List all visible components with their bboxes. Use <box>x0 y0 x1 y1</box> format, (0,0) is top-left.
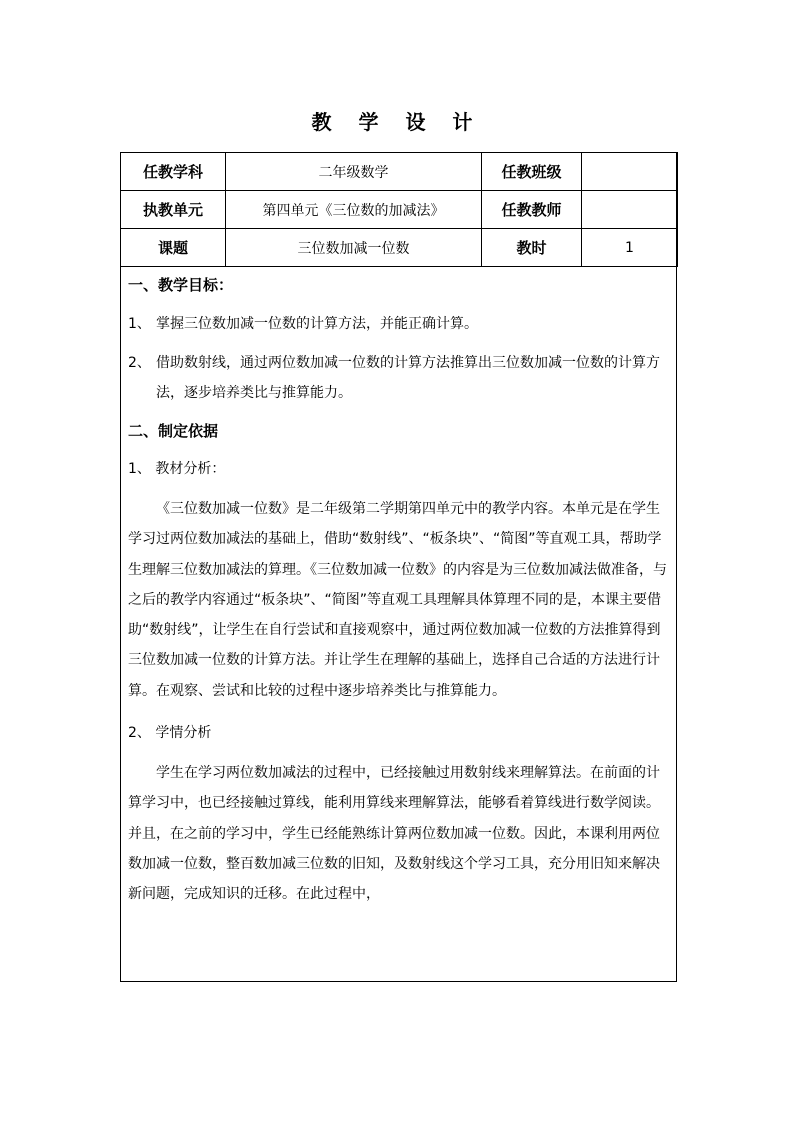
objective-text: 借助数射线，通过两位数加减一位数的计算方法推算出三位数加减一位数的计算方法，逐步培养类比与推算能力。 <box>156 355 660 401</box>
objective-number: 1、 <box>128 316 151 332</box>
subject-label: 任教学科 <box>121 153 226 191</box>
hours-label: 教时 <box>482 229 582 267</box>
table-row <box>121 153 678 191</box>
objective-text: 掌握三位数加减一位数的计算方法，并能正确计算。 <box>156 316 478 332</box>
textbook-analysis-paragraph: 《三位数加减一位数》是二年级第二学期第四单元中的教学内容。本单元是在学生学习过两位数加减法的基础上，借助“数射线”、“板条块”、“简图”等直观工具，帮助学生理解三位数加减法的算理。《三位数加减一位数》的内容是为三位数加减法做准备，与之后的教学内容通过“板条块”、“简图”等直观工具理解具体算理不同的是，本课主要借助“数射线”，让学生在自行尝试和直接观察中，通过两位数加减一位数的方法推算得到三位数加减一位数的计算方法。并让学生在理解的基础上，选择自己合适的方法进行计算。在观察、尝试和比较的过程中逐步培养类比与推算能力。 <box>128 501 667 699</box>
topic-label: 课题 <box>121 229 226 267</box>
teacher-label: 任教教师 <box>482 191 582 229</box>
objective-number: 2、 <box>128 355 151 371</box>
student-analysis-paragraph: 学生在学习两位数加减法的过程中，已经接触过用数射线来理解算法。在前面的计算学习中，也已经接触过算线，能利用算线来理解算法，能够看着算线进行数学阅读。并且，在之前的学习中，学生已经能熟练计算两位数加减一位数。因此，本课利用两位数加减一位数，整百数加减三位数的旧知，及数射线这个学习工具，充分用旧知来解决新问题，完成知识的迁移。在此过程中， <box>128 765 660 903</box>
subheading-textbook-analysis: 1、 教材分析： <box>128 461 226 477</box>
unit-label: 执教单元 <box>121 191 226 229</box>
hours-value: 1 <box>582 229 678 267</box>
teacher-value <box>582 191 678 229</box>
objective-item <box>128 348 673 408</box>
objective-item <box>128 309 673 339</box>
page-title: 教 学 设 计 <box>311 110 483 134</box>
topic-value: 三位数加减一位数 <box>226 229 482 267</box>
body-content <box>128 265 673 910</box>
subject-value: 二年级数学 <box>226 153 482 191</box>
section-heading-basis: 二、制定依据 <box>128 422 219 440</box>
section-heading-objectives: 一、教学目标： <box>128 276 234 294</box>
info-table <box>120 152 678 267</box>
table-row <box>121 191 678 229</box>
subheading-student-analysis: 2、 学情分析 <box>128 725 212 742</box>
class-value <box>582 153 678 191</box>
table-row <box>121 229 678 267</box>
unit-value: 第四单元《三位数的加减法》 <box>226 191 482 229</box>
class-label: 任教班级 <box>482 153 582 191</box>
